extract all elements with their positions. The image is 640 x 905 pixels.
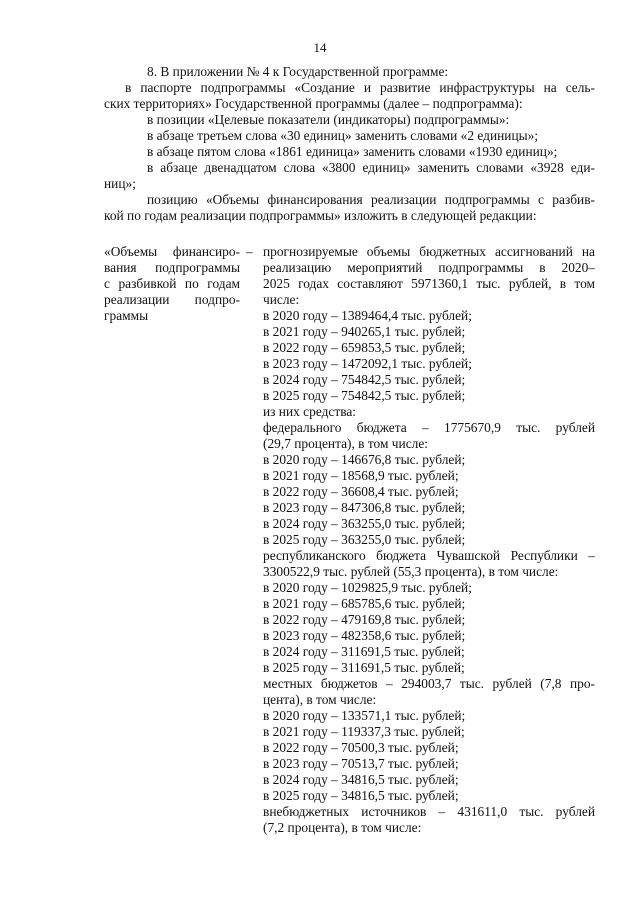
content-line: прогнозируемые объемы бюджетных ассигнований на [263, 244, 595, 259]
content-line: в 2021 году – 940265,1 тыс. рублей; [263, 324, 466, 339]
content-line: в 2021 году – 18568,9 тыс. рублей; [263, 468, 459, 483]
intro-line: в абзаце двенадцатом слова «3800 единиц» заменить словами «3928 еди- [147, 160, 595, 175]
content-line: в 2025 году – 311691,5 тыс. рублей; [263, 660, 465, 675]
intro-line: позицию «Объемы финансирования реализации подпрограммы с разбив- [147, 192, 595, 207]
content-line: числе: [263, 292, 300, 307]
content-line: в 2022 году – 70500,3 тыс. рублей; [263, 740, 459, 755]
content-line: в 2022 году – 36608,4 тыс. рублей; [263, 484, 459, 499]
content-line: цента), в том числе: [263, 692, 377, 707]
position-label [104, 244, 240, 324]
content-line: в 2021 году – 119337,3 тыс. рублей; [263, 724, 465, 739]
page-number: 14 [313, 40, 327, 55]
separator-dash: – [246, 244, 253, 259]
label-line: вания подпрограммы [104, 260, 240, 275]
content-line: в 2025 году – 34816,5 тыс. рублей; [263, 788, 459, 803]
content-line: внебюджетных источников – 431611,0 тыс. рублей [263, 804, 595, 819]
content-line: (29,7 процента), в том числе: [263, 436, 428, 451]
content-line: в 2023 году – 482358,6 тыс. рублей; [263, 628, 466, 643]
intro-line: 8. В приложении № 4 к Государственной программе: [147, 64, 449, 79]
content-line: в 2025 году – 754842,5 тыс. рублей; [263, 388, 466, 403]
intro-line: ниц»; [104, 176, 136, 191]
content-line: в 2024 году – 34816,5 тыс. рублей; [263, 772, 459, 787]
content-line: в 2024 году – 363255,0 тыс. рублей; [263, 516, 466, 531]
content-line: в 2020 году – 1389464,4 тыс. рублей; [263, 308, 472, 323]
label-line: реализации подпро- [104, 292, 240, 307]
content-line: в 2021 году – 685785,6 тыс. рублей; [263, 596, 466, 611]
content-line: из них средства: [263, 404, 357, 419]
content-line: в 2022 году – 659853,5 тыс. рублей; [263, 340, 466, 355]
content-line: республиканского бюджета Чувашской Республики – [263, 548, 595, 563]
content-line: в 2023 году – 1472092,1 тыс. рублей; [263, 356, 472, 371]
content-line: в 2020 году – 133571,1 тыс. рублей; [263, 708, 466, 723]
content-line: в 2020 году – 146676,8 тыс. рублей; [263, 452, 466, 467]
label-line: граммы [104, 308, 149, 323]
intro-line: в абзаце третьем слова «30 единиц» заменить словами «2 единицы»; [147, 128, 539, 143]
content-line: в 2025 году – 363255,0 тыс. рублей; [263, 532, 466, 547]
intro-line: в абзаце пятом слова «1861 единица» заменить словами «1930 единиц»; [147, 144, 558, 159]
content-line: в 2020 году – 1029825,9 тыс. рублей; [263, 580, 472, 595]
content-line: реализацию мероприятий подпрограммы в 2020– [263, 260, 595, 275]
content-line: федерального бюджета – 1775670,9 тыс. рублей [263, 420, 595, 435]
intro-line: в паспорте подпрограммы «Создание и развитие инфраструктуры на сель- [125, 80, 595, 95]
label-line: с разбивкой по годам [104, 276, 240, 291]
position-content [263, 244, 595, 836]
content-line: в 2023 году – 70513,7 тыс. рублей; [263, 756, 459, 771]
intro-line: ских территориях» Государственной программы (далее – подпрограмма): [104, 96, 523, 111]
content-line: 3300522,9 тыс. рублей (55,3 процента), в том числе: [263, 564, 559, 579]
content-line: 2025 годах составляют 5971360,1 тыс. рублей, в том [263, 276, 595, 291]
content-line: (7,2 процента), в том числе: [263, 820, 422, 835]
content-line: в 2024 году – 311691,5 тыс. рублей; [263, 644, 465, 659]
content-line: в 2024 году – 754842,5 тыс. рублей; [263, 372, 466, 387]
content-line: местных бюджетов – 294003,7 тыс. рублей (7,8 про- [263, 676, 595, 691]
intro-line: кой по годам реализации подпрограммы» изложить в следующей редакции: [104, 208, 537, 223]
content-line: в 2023 году – 847306,8 тыс. рублей; [263, 500, 466, 515]
intro-line: в позиции «Целевые показатели (индикаторы) подпрограммы»: [147, 112, 510, 127]
content-line: в 2022 году – 479169,8 тыс. рублей; [263, 612, 466, 627]
label-line: «Объемы финансиро- [104, 244, 240, 259]
